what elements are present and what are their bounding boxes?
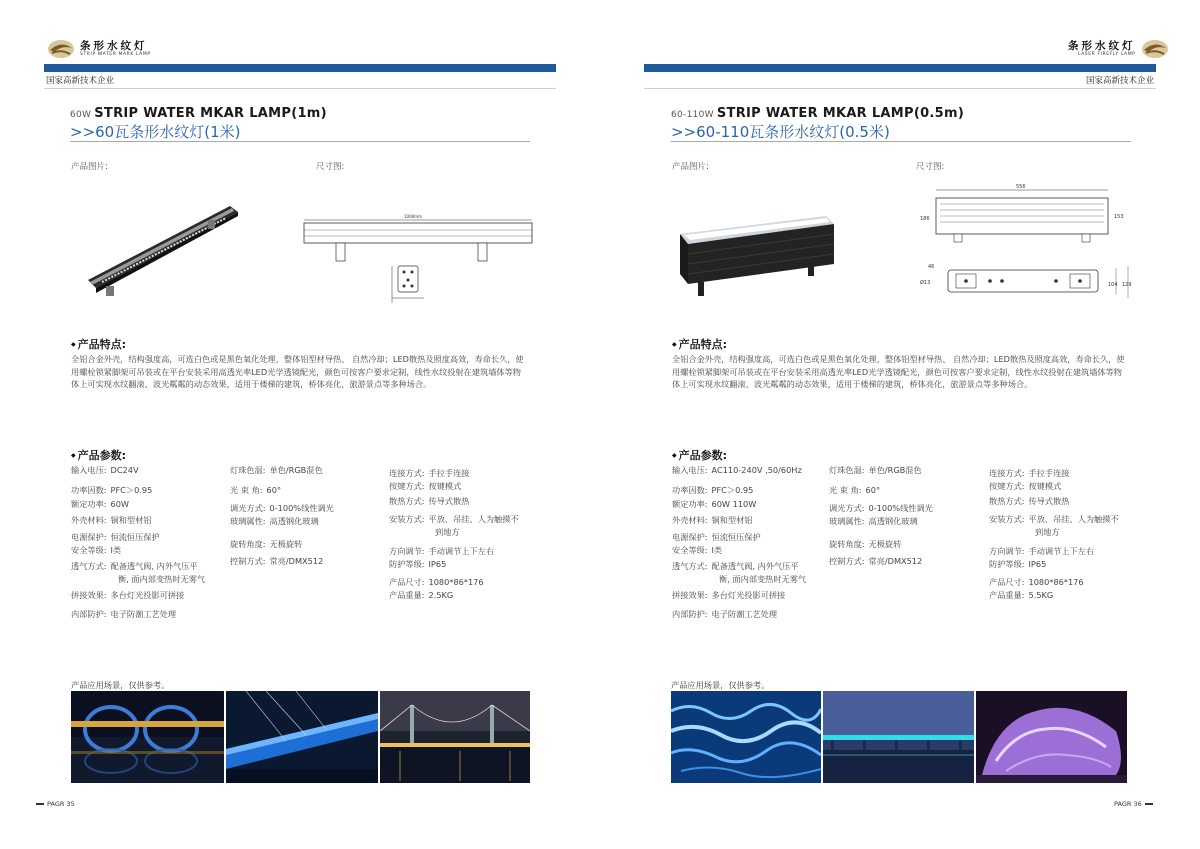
param-row bbox=[389, 559, 446, 570]
param-value: 高透钢化玻璃 bbox=[868, 516, 918, 526]
param-value: 衡, 面内部变热时无雾气 bbox=[719, 574, 807, 584]
param-row bbox=[719, 574, 806, 585]
params-heading: ◆ 产品参数: bbox=[71, 447, 126, 463]
param-key: 控制方式: bbox=[230, 556, 266, 566]
param-value: 无极旋转 bbox=[868, 539, 902, 549]
param-value: 1080*86*176 bbox=[1028, 577, 1084, 587]
param-key: 旋转角度: bbox=[829, 539, 865, 549]
param-row bbox=[389, 546, 494, 557]
features-text: 全铝合金外壳，结构强度高，可选白色或是黑色氧化处理，整体铝型材导热、 自然冷却；LED散热及照度高效，寿命长久，使用螺栓锁紧脚架可吊装或在平台安装采用高透光率LED光学透镜配光，颜色可按客户要求定制，线性水纹投射在建筑墙体等物体上可实现水纹翻滚、波光粼粼的动态效果，适用于楼梯的建筑，桥体亮化，旅游景点等多种场合。 bbox=[71, 354, 524, 390]
param-key: 玻璃属性: bbox=[829, 516, 865, 526]
param-key: 安装方式: bbox=[389, 514, 425, 524]
title-divider bbox=[671, 141, 1131, 142]
param-row bbox=[672, 499, 756, 510]
product-image bbox=[676, 210, 836, 300]
param-key: 输入电压: bbox=[672, 465, 708, 475]
application-photo-bridge-arches bbox=[71, 691, 224, 783]
application-photo-water-ripple bbox=[671, 691, 821, 783]
logo-mark-icon bbox=[1140, 38, 1170, 60]
param-value: 平放、吊挂、人为触摸不 bbox=[428, 514, 519, 524]
param-row bbox=[1035, 527, 1060, 538]
param-value: 到地方 bbox=[1035, 527, 1060, 537]
param-value: IP65 bbox=[428, 559, 447, 569]
param-row bbox=[230, 539, 302, 550]
features-heading: ◆ 产品特点: bbox=[71, 336, 126, 352]
param-value: 平放、吊挂、人为触摸不 bbox=[1028, 514, 1119, 524]
product-image-label: 产品图片: bbox=[672, 162, 709, 172]
features-text: 全铝合金外壳，结构强度高，可选白色或是黑色氧化处理，整体铝型材导热、 自然冷却；LED散热及照度高效，寿命长久，使用螺栓锁紧脚架可吊装或在平台安装采用高透光率LED光学透镜配光，颜色可按客户要求定制，线性水纹投射在建筑墙体等物体上可实现水纹翻滚、波光粼粼的动态效果，适用于楼梯的建筑，桥体亮化，旅游景点等多种场合。 bbox=[672, 354, 1125, 390]
photo-water-ripple-image bbox=[671, 691, 821, 783]
logo-text-cn: 条形水纹灯 bbox=[80, 39, 148, 52]
param-value: 多台灯光投影可拼接 bbox=[110, 590, 185, 600]
param-row bbox=[71, 561, 198, 572]
param-row bbox=[672, 465, 802, 476]
param-key: 光 束 角: bbox=[829, 485, 862, 495]
param-key: 调光方式: bbox=[230, 503, 266, 513]
param-value: 0-100%线性调光 bbox=[269, 503, 334, 513]
param-value: 恒流恒压保护 bbox=[711, 532, 761, 542]
param-row bbox=[829, 485, 880, 496]
lamp-box-illustration bbox=[676, 210, 836, 300]
company-label: 国家高新技术企业 bbox=[1086, 76, 1155, 86]
product-title-cn: >>60-110瓦条形水纹灯(0.5米) bbox=[671, 123, 890, 141]
param-row bbox=[435, 527, 460, 538]
param-row bbox=[829, 556, 922, 567]
application-photo-purple-rock bbox=[976, 691, 1127, 783]
photo-cyan-bridge-image bbox=[823, 691, 974, 783]
param-row bbox=[71, 465, 139, 476]
param-value: 传导式散热 bbox=[1028, 496, 1070, 506]
params-heading: ◆ 产品参数: bbox=[672, 447, 727, 463]
photo-blue-bridge-image bbox=[226, 691, 378, 783]
param-key: 灯珠色温: bbox=[829, 465, 865, 475]
param-value: IP65 bbox=[1028, 559, 1047, 569]
param-key: 内部防护: bbox=[71, 609, 107, 619]
logo-text-cn: 条形水纹灯 bbox=[1068, 39, 1136, 52]
param-value: 电子防潮工艺处理 bbox=[110, 609, 177, 619]
param-key: 调光方式: bbox=[829, 503, 865, 513]
param-row bbox=[389, 481, 461, 492]
photo-bridge-arches-image bbox=[71, 691, 224, 783]
param-key: 产品尺寸: bbox=[389, 577, 425, 587]
param-key: 方向调节: bbox=[989, 546, 1025, 556]
param-value: AC110-240V ,50/60Hz bbox=[711, 465, 802, 475]
application-photo-blue-bridge bbox=[226, 691, 378, 783]
param-row bbox=[672, 561, 799, 572]
param-row bbox=[672, 532, 761, 543]
dimension-label: 尺寸图: bbox=[916, 162, 945, 172]
param-value: 按键模式 bbox=[428, 481, 462, 491]
param-value: I类 bbox=[110, 545, 122, 555]
dimension-label: 尺寸图: bbox=[316, 162, 345, 172]
param-row bbox=[389, 496, 469, 507]
logo-text-en: STRIP WATER MARK LAMP bbox=[80, 52, 151, 57]
company-label: 国家高新技术企业 bbox=[46, 76, 115, 86]
application-photo-cyan-bridge bbox=[823, 691, 974, 783]
brand-logo bbox=[46, 38, 151, 60]
param-row bbox=[989, 514, 1119, 525]
param-value: 铜和型材铝 bbox=[711, 515, 753, 525]
param-row bbox=[71, 485, 152, 496]
param-key: 输入电压: bbox=[71, 465, 107, 475]
param-row bbox=[989, 481, 1061, 492]
param-key: 拼接效果: bbox=[71, 590, 107, 600]
page-number-dash bbox=[1145, 803, 1153, 805]
dimension-top: 556 bbox=[1016, 184, 1026, 190]
param-value: 配备透气阀, 内外气压平 bbox=[110, 561, 198, 571]
param-key: 按键方式: bbox=[389, 481, 425, 491]
logo-mark-icon bbox=[46, 38, 76, 60]
param-row bbox=[672, 515, 752, 526]
param-value: 恒流恒压保护 bbox=[110, 532, 160, 542]
param-value: 5.5KG bbox=[1028, 590, 1054, 600]
param-key: 散热方式: bbox=[389, 496, 425, 506]
dimension-drawing bbox=[300, 208, 540, 313]
application-label: 产品应用场景，仅供参考。 bbox=[71, 680, 170, 690]
param-value: 多台灯光投影可拼接 bbox=[711, 590, 786, 600]
param-value: 衡, 面内部变热时无雾气 bbox=[118, 574, 206, 584]
param-value: 到地方 bbox=[435, 527, 460, 537]
param-key: 产品重量: bbox=[389, 590, 425, 600]
dimension-drawing-svg bbox=[300, 208, 540, 313]
param-key: 连接方式: bbox=[389, 468, 425, 478]
title-prefix: 60W bbox=[70, 110, 92, 120]
title-divider bbox=[70, 141, 530, 142]
param-value: 手拉手连接 bbox=[428, 468, 470, 478]
page-number-dash bbox=[36, 803, 44, 805]
param-value: 电子防潮工艺处理 bbox=[711, 609, 778, 619]
param-value: 常亮/DMX512 bbox=[269, 556, 324, 566]
dimension-bottom-b: 104 bbox=[1108, 282, 1118, 288]
product-title-en bbox=[70, 106, 327, 121]
param-value: 单色/RGB混色 bbox=[868, 465, 922, 475]
dimension-length: 1000mm bbox=[404, 214, 422, 219]
param-row bbox=[71, 590, 184, 601]
param-value: 60° bbox=[266, 485, 282, 495]
param-value: 单色/RGB混色 bbox=[269, 465, 323, 475]
param-row bbox=[71, 609, 176, 620]
param-row bbox=[989, 577, 1084, 588]
dimension-drawing bbox=[918, 182, 1140, 320]
param-value: 铜和型材铝 bbox=[110, 515, 152, 525]
param-row bbox=[230, 485, 281, 496]
param-value: 按键模式 bbox=[1028, 481, 1062, 491]
param-row bbox=[672, 590, 785, 601]
param-key: 玻璃属性: bbox=[230, 516, 266, 526]
param-row bbox=[829, 465, 922, 476]
param-value: 手动调节上下左右 bbox=[1028, 546, 1095, 556]
header-divider bbox=[644, 88, 1156, 89]
param-row bbox=[829, 516, 918, 527]
param-key: 连接方式: bbox=[989, 468, 1025, 478]
param-value: PFC＞0.95 bbox=[711, 485, 754, 495]
dimension-side-right: 153 bbox=[1114, 214, 1124, 220]
param-row bbox=[989, 559, 1046, 570]
photo-suspension-bridge-image bbox=[380, 691, 530, 783]
logo-text-en: LASER FIREFLY LAMP bbox=[1077, 52, 1136, 57]
lamp-bar-illustration bbox=[80, 198, 240, 308]
param-key: 内部防护: bbox=[672, 609, 708, 619]
dimension-drawing-svg bbox=[918, 182, 1140, 320]
page-number bbox=[1114, 800, 1153, 808]
param-value: 常亮/DMX512 bbox=[868, 556, 923, 566]
dimension-side-left: 186 bbox=[920, 216, 930, 222]
param-value: 0-100%线性调光 bbox=[868, 503, 933, 513]
param-row bbox=[989, 546, 1094, 557]
param-row bbox=[672, 609, 777, 620]
param-key: 额定功率: bbox=[672, 499, 708, 509]
header-divider bbox=[44, 88, 556, 89]
param-key: 防护等级: bbox=[989, 559, 1025, 569]
dimension-bottom-d: 46 bbox=[928, 264, 935, 270]
param-value: PFC＞0.95 bbox=[110, 485, 153, 495]
param-value: 传导式散热 bbox=[428, 496, 470, 506]
product-title-en bbox=[671, 106, 964, 121]
param-value: 高透钢化玻璃 bbox=[269, 516, 319, 526]
param-value: 配备透气阀, 内外气压平 bbox=[711, 561, 799, 571]
param-row bbox=[71, 499, 129, 510]
photo-purple-rock-image bbox=[976, 691, 1127, 783]
param-key: 安全等级: bbox=[672, 545, 708, 555]
param-key: 产品重量: bbox=[989, 590, 1025, 600]
page-number-text: PAGR 36 bbox=[1114, 800, 1142, 808]
page-number bbox=[36, 800, 75, 808]
param-row bbox=[989, 590, 1053, 601]
title-en-text: STRIP WATER MKAR LAMP(0.5m) bbox=[716, 106, 965, 121]
param-key: 额定功率: bbox=[71, 499, 107, 509]
param-key: 透气方式: bbox=[672, 561, 708, 571]
param-key: 外壳材料: bbox=[71, 515, 107, 525]
title-en-text: STRIP WATER MKAR LAMP(1m) bbox=[94, 106, 327, 121]
param-value: DC24V bbox=[110, 465, 139, 475]
param-value: 60W 110W bbox=[711, 499, 757, 509]
param-row bbox=[672, 485, 753, 496]
param-key: 安全等级: bbox=[71, 545, 107, 555]
param-row bbox=[118, 574, 205, 585]
param-value: I类 bbox=[711, 545, 723, 555]
param-row bbox=[71, 532, 160, 543]
param-value: 60W bbox=[110, 499, 130, 509]
param-row bbox=[389, 577, 484, 588]
param-value: 60° bbox=[865, 485, 881, 495]
brand-logo bbox=[1068, 38, 1170, 60]
param-key: 散热方式: bbox=[989, 496, 1025, 506]
param-key: 方向调节: bbox=[389, 546, 425, 556]
param-key: 安装方式: bbox=[989, 514, 1025, 524]
param-key: 电源保护: bbox=[71, 532, 107, 542]
param-row bbox=[230, 516, 319, 527]
page-number-text: PAGR 35 bbox=[47, 800, 75, 808]
header-bar bbox=[644, 64, 1156, 72]
param-key: 功率因数: bbox=[672, 485, 708, 495]
product-title-cn: >>60瓦条形水纹灯(1米) bbox=[70, 123, 241, 141]
dimension-bottom-a: Ø13 bbox=[920, 280, 931, 286]
dimension-bottom-c: 129 bbox=[1122, 282, 1132, 288]
param-key: 控制方式: bbox=[829, 556, 865, 566]
param-key: 防护等级: bbox=[389, 559, 425, 569]
features-heading: ◆ 产品特点: bbox=[672, 336, 727, 352]
param-row bbox=[672, 545, 722, 556]
param-row bbox=[989, 496, 1069, 507]
param-row bbox=[71, 545, 121, 556]
param-row bbox=[230, 503, 334, 514]
param-value: 手动调节上下左右 bbox=[428, 546, 495, 556]
param-key: 旋转角度: bbox=[230, 539, 266, 549]
param-key: 电源保护: bbox=[672, 532, 708, 542]
param-key: 按键方式: bbox=[989, 481, 1025, 491]
param-row bbox=[389, 514, 519, 525]
right-page bbox=[600, 0, 1200, 849]
product-image bbox=[80, 198, 240, 308]
param-value: 2.5KG bbox=[428, 590, 454, 600]
param-row bbox=[829, 539, 901, 550]
param-key: 产品尺寸: bbox=[989, 577, 1025, 587]
param-value: 手拉手连接 bbox=[1028, 468, 1070, 478]
title-prefix: 60-110W bbox=[671, 110, 714, 120]
product-image-label: 产品图片: bbox=[71, 162, 108, 172]
param-row bbox=[230, 556, 323, 567]
application-photo-suspension-bridge bbox=[380, 691, 530, 783]
param-row bbox=[989, 468, 1069, 479]
param-row bbox=[829, 503, 933, 514]
param-value: 无极旋转 bbox=[269, 539, 303, 549]
param-row bbox=[71, 515, 151, 526]
application-label: 产品应用场景，仅供参考。 bbox=[671, 680, 770, 690]
param-key: 功率因数: bbox=[71, 485, 107, 495]
param-key: 外壳材料: bbox=[672, 515, 708, 525]
param-key: 光 束 角: bbox=[230, 485, 263, 495]
param-key: 灯珠色温: bbox=[230, 465, 266, 475]
header-bar bbox=[44, 64, 556, 72]
param-value: 1080*86*176 bbox=[428, 577, 484, 587]
param-row bbox=[389, 590, 453, 601]
param-key: 透气方式: bbox=[71, 561, 107, 571]
param-key: 拼接效果: bbox=[672, 590, 708, 600]
param-row bbox=[389, 468, 469, 479]
param-row bbox=[230, 465, 323, 476]
